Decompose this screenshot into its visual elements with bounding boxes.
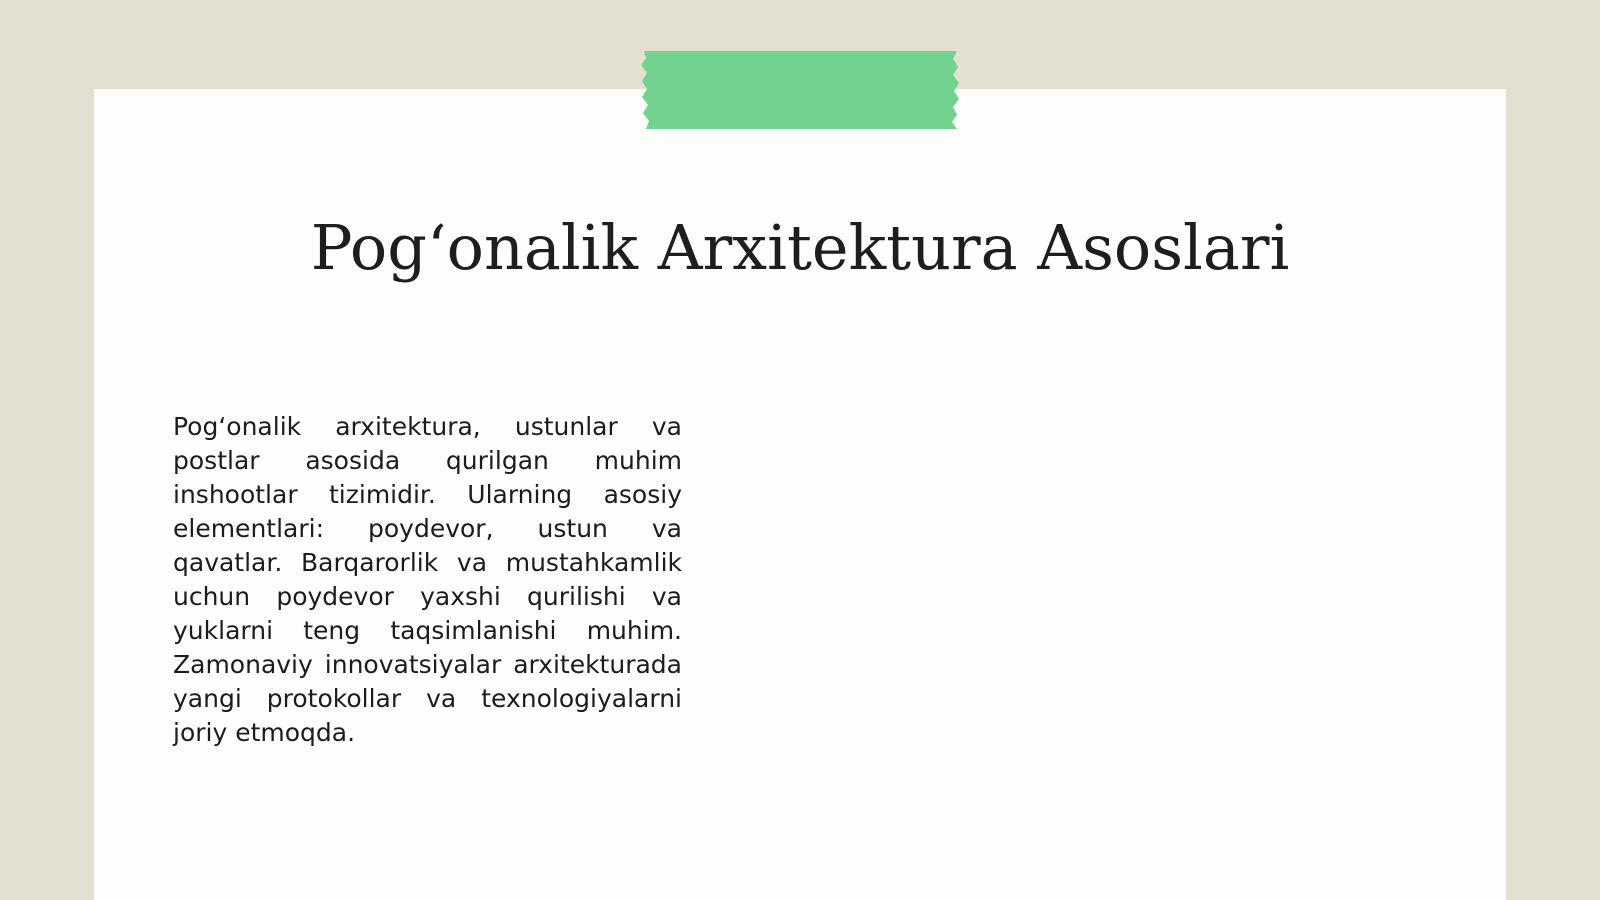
slide-body-text: Pog‘onalik arxitektura, ustunlar va postlar asosida qurilgan muhim inshootlar tizimidir. Ularning asosiy elementlari: poydevor, ustun va qavatlar. Barqarorlik va mustahkamlik uchun poydevor yaxshi qurilishi va yuklarni teng taqsimlanishi muhim. Zamonaviy innovatsiyalar arxitekturada yangi protokollar va texnologiyalarni joriy etmoqda.: [173, 412, 682, 747]
tape-decoration: [641, 51, 961, 129]
slide-title: Pog‘onalik Arxitektura Asoslari: [310, 211, 1290, 284]
